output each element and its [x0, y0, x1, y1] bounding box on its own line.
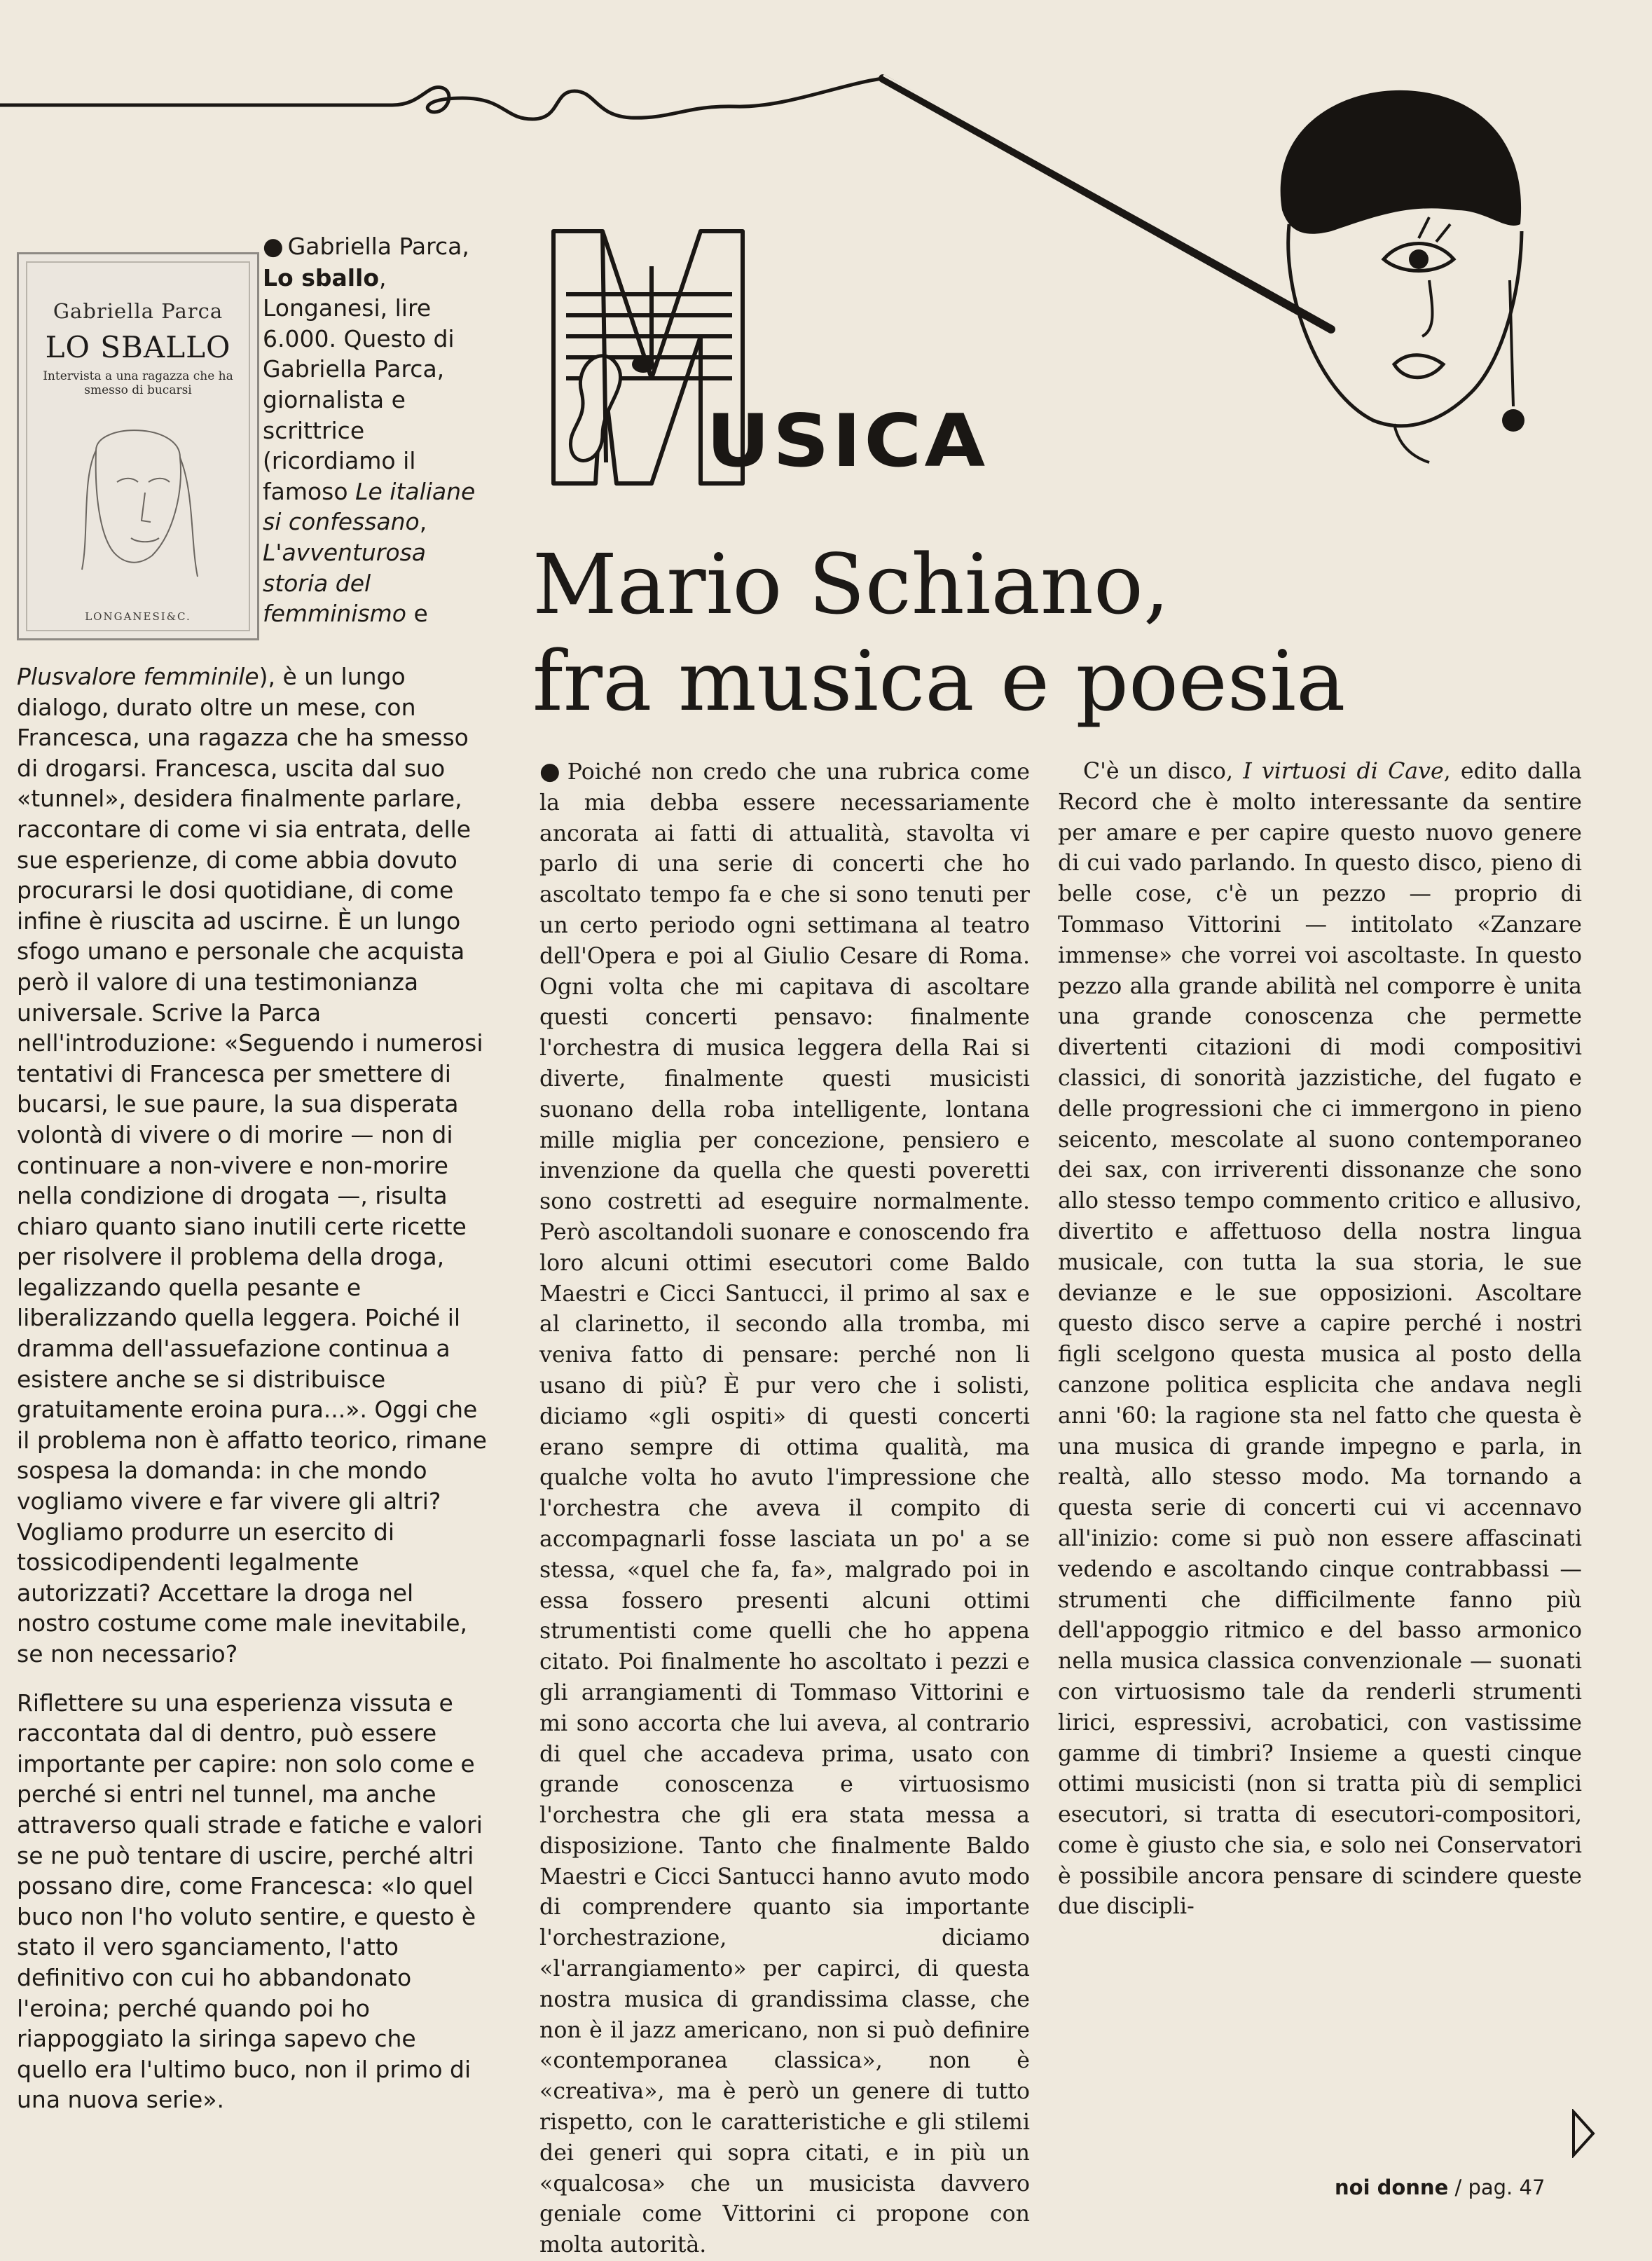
article-column-1 [539, 757, 1030, 2261]
magazine-name: noi donne [1335, 2176, 1449, 2199]
book-title: LO SBALLO [45, 330, 231, 364]
headline-line-2: fra musica e poesia [532, 633, 1346, 729]
page-number: pag. 47 [1468, 2176, 1546, 2199]
book-cover [17, 252, 259, 640]
article-column-2 [1058, 757, 1582, 1923]
hair-shape [1281, 90, 1521, 234]
article-paragraph: C'è un disco, I virtuosi di Cave, edito dalla Record che è molto interessante da sentire per amare e per capire questo nuovo genere di cui vado parlando. In questo disco, pieno di belle cose, c'è un pezzo — proprio di Tommaso Vittorini — intitolato «Zanzare immense» che vorrei voi ascoltaste. In questo pezzo alla grande abilità nel comporre è unita una grande conoscenza che permette divertenti citazioni di modi compositivi classici, di sonorità jazzistiche, del fugato e delle progressioni che ci immergono in pieno seicento, mescolate al suono contemporaneo dei sax, con irriverenti dissonanze che sono allo stesso tempo commento critico e allusivo, divertito e affettuoso della nostra lingua musicale, con tutta la sua storia, le sue devianze e le sue opposizioni. Ascoltare questo disco serve a capire perché i nostri figli scelgono questa musica al posto della canzone politica esplicita che andava negli anni '60: la ragione sta nel fatto che questa è una musica di grande impegno e parla, in realtà, allo stesso modo. Ma tornando a questa serie di concerti cui vi accennavo all'inizio: come si può non essere affascinati vedendo e ascoltando cinque contrabbassi — strumenti che difficilmente fanno più dell'appoggio ritmico e del basso armonico nella musica classica convenzionale — suonati con virtuosismo tale da renderli strumenti lirici, espressivi, acrobatici, con vastissime gamme di timbri? Insieme a questi cinque ottimi musicisti (non si tratta più di semplici esecutori, si tratta di esecutori-compositori, come è giusto che sia, e solo nei Conservatori è possibile ancora pensare di scindere queste due discipli- [1058, 759, 1582, 1920]
bullet-icon: ● [539, 757, 563, 785]
review-book-title: Lo sballo [263, 263, 380, 291]
review-paragraph: Plusvalore femminile), è un lungo dialogo, durato oltre un mese, con Francesca, una ragazza che ha smesso di drogarsi. Francesca, uscita dal suo «tunnel», desidera finalmente parlare, raccontare di come vi sia entrata, delle sue esperienze, di come abbia dovuto procurarsi le dosi quotidiane, di come infine è riuscita ad uscirne. È un lungo sfogo umano e personale che acquista però il valore di una testimonianza universale. Scrive la Parca nell'introduzione: «Seguendo i numerosi tentativi di Francesca per smettere di bucarsi, le sue paure, la sua disperata volontà di vivere o di morire — non di continuare a non-vivere e non-morire nella condizione di drogata —, risulta chiaro quanto siano inutili certe ricette per risolvere il problema della droga, legalizzando quella pesante e liberalizzando quella leggera. Poiché il dramma dell'assuefazione continua a esistere anche se si distribuisce gratuitamente eroina pura...». Oggi che il problema non è affatto teorico, rimane sospesa la domanda: in che mondo vogliamo vivere e far vivere gli altri? Vogliamo produrre un esercito di tossicodipendenti legalmente autorizzati? Accettare la droga nel nostro costume come male inevitabile, se non necessario? [17, 663, 487, 1668]
section-title-musica: USICA [706, 399, 989, 483]
book-author: Gabriella Parca [53, 299, 223, 323]
article-headline [532, 536, 1625, 729]
bullet-icon: ● [263, 233, 284, 261]
book-publisher: LONGANESI&C. [85, 610, 191, 623]
continue-arrow-icon [1569, 2109, 1597, 2158]
review-paragraph: Riflettere su una esperienza vissuta e raccontata dal di dentro, può essere importante per capire: non solo come e perché si entri nel tunnel, ma anche attraverso quali strade e fatiche e valori se ne può tentare di uscire, perché altri possano dire, come Francesca: «Io quel buco non l'ho voluto sentire, e questo è stato il vero sganciamento, l'atto definitivo con cui ho abbandonato l'eroina; perché quando poi ho riappoggiato la siringa sapevo che quello era l'ultimo buco, non il primo di una nuova serie». [17, 1689, 483, 2114]
headline-line-1: Mario Schiano, [532, 536, 1170, 633]
book-review-intro: ● Gabriella Parca, Lo sballo, Longanesi, lire 6.000. Questo di Gabriella Parca, giornalista e scrittrice (ricordiamo il famoso Le italiane si confessano, L'avventurosa storia del femminismo e [263, 233, 476, 628]
page-footer: noi donne / pag. 47 [1335, 2176, 1546, 2199]
record-title: I virtuosi di Cave [1243, 759, 1444, 784]
book-subtitle: Intervista a una ragazza che ha smesso di bucarsi [43, 369, 233, 397]
book-review-body [17, 661, 493, 2115]
cover-portrait-drawing [68, 408, 208, 584]
article-paragraph: ● Poiché non credo che una rubrica come la mia debba essere necessariamente ancorata ai fatti di attualità, stavolta vi parlo di una serie di concerti che ho ascoltato tempo fa e che si sono tenuti per un certo periodo ogni settimana al teatro dell'Opera e poi al Giulio Cesare di Roma. Ogni volta che mi capitava di ascoltare questi concerti pensavo: finalmente l'orchestra di musica leggera della Rai si diverte, finalmente questi musicisti suonano della roba intelligente, lontana mille miglia per concezione, pensiero e invenzione da quella che questi poveretti sono costretti ad eseguire normalmente. Però ascoltandoli suonare e conoscendo fra loro alcuni ottimi esecutori come Baldo Maestri e Cicci Santucci, il primo al sax e al clarinetto, il secondo alla tromba, mi veniva fatto di pensare: perché non li usano di più? È pur vero che i solisti, diciamo «gli ospiti» di questi concerti erano sempre di ottima qualità, ma qualche volta ho avuto l'impressione che l'orchestra che aveva il compito di accompagnarli fosse lasciata un po' a se stessa, «quel che fa, fa», malgrado poi in essa fossero presenti alcuni ottimi strumentisti come quelli che ho appena citato. Poi finalmente ho ascoltato i pezzi e gli arrangiamenti di Tommaso Vittorini e mi sono accorta che lui aveva, al contrario di quel che accadeva prima, usato con grande conoscenza e virtuosismo l'orchestra che gli era stata messa a disposizione. Tanto che finalmente Baldo Maestri e Cicci Santucci hanno avuto modo di comprendere quanto sia importante l'orchestrazione, diciamo «l'arrangiamento» per capirci, di questa nostra musica di grandissima classe, che non è il jazz americano, non si può definire «contemporanea classica», non è «creativa», ma è però un genere di tutto rispetto, con le caratteristiche e gli stilemi dei generi qui sopra citati, e in più un «qualcosa» che un musicista davvero geniale come Vittorini ci propone con molta autorità. [539, 757, 1031, 2258]
